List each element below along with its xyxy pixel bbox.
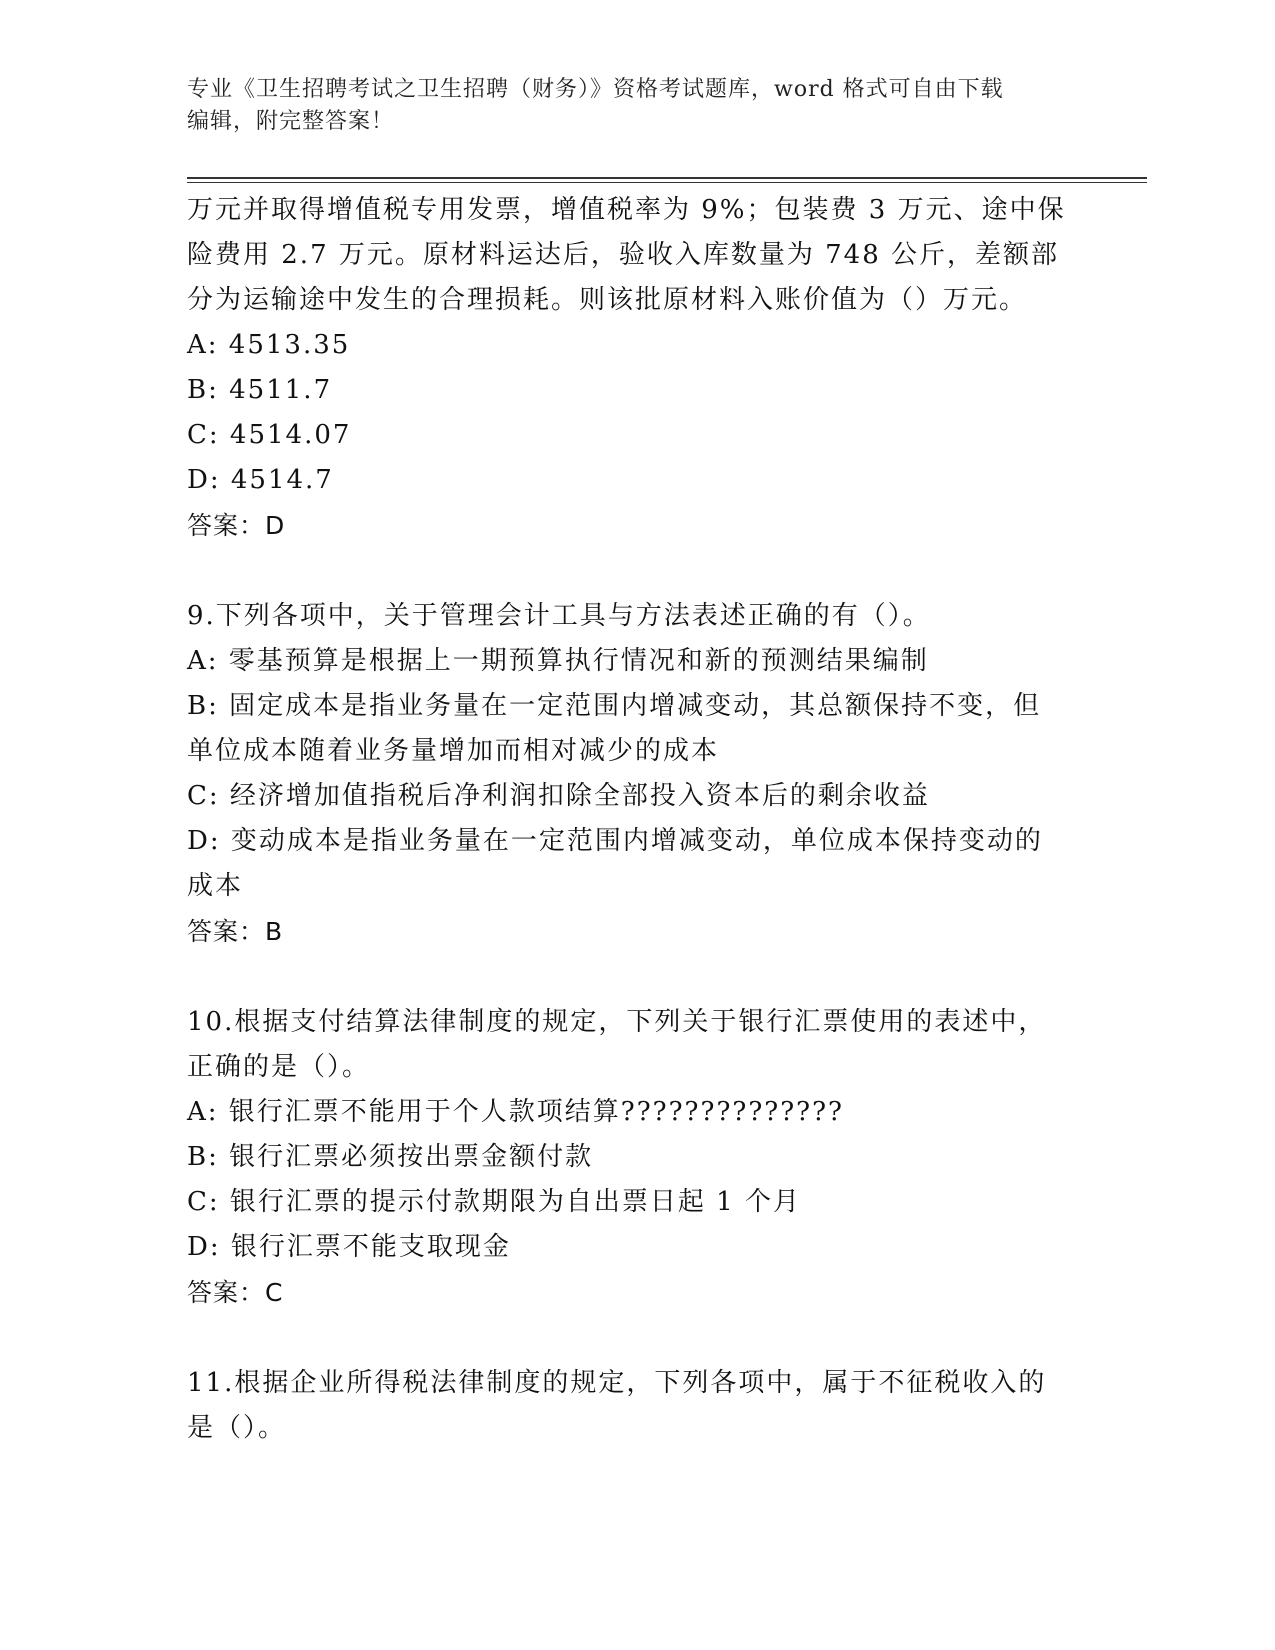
header-rule-thick [187,177,1147,179]
question-stem-line: 9.下列各项中，关于管理会计工具与方法表述正确的有（）。 [187,601,931,631]
option-b-continued: 单位成本随着业务量增加而相对减少的成本 [187,736,720,766]
answer: 答案：B [187,917,284,946]
header-rule-thin [187,182,1147,183]
spacer [187,1315,1087,1361]
option-c: C: 4514.07 [187,420,352,450]
question-8-continued [187,188,1087,548]
option-d: D: 银行汇票不能支取现金 [187,1232,511,1262]
question-stem-line: 11.根据企业所得税法律制度的规定，下列各项中，属于不征税收入的 [187,1368,1047,1398]
question-stem-line: 是（）。 [187,1413,287,1443]
spacer [187,954,1087,1000]
question-9 [187,594,1087,954]
answer: 答案：D [187,511,286,540]
question-11 [187,1361,1087,1451]
option-a: A: 零基预算是根据上一期预算执行情况和新的预测结果编制 [187,646,929,676]
option-c: C: 经济增加值指税后净利润扣除全部投入资本后的剩余收益 [187,781,930,811]
option-c: C: 银行汇票的提示付款期限为自出票日起 1 个月 [187,1187,801,1217]
question-stem-line: 10.根据支付结算法律制度的规定，下列关于银行汇票使用的表述中， [187,1007,1047,1037]
answer: 答案：C [187,1278,284,1307]
question-stem-line: 正确的是（）。 [187,1052,371,1082]
option-d-continued: 成本 [187,871,244,901]
option-b: B: 银行汇票必须按出票金额付款 [187,1142,594,1172]
document-header [187,74,1087,138]
header-line-1: 专业《卫生招聘考试之卫生招聘（财务）》资格考试题库，word 格式可自由下载 [187,77,1004,102]
header-line-2: 编辑，附完整答案！ [187,109,395,134]
option-d: D: 4514.7 [187,465,334,495]
spacer [187,548,1087,594]
option-a: A: 银行汇票不能用于个人款项结算?????????????? [187,1097,844,1127]
option-a: A: 4513.35 [187,330,351,360]
question-stem-line: 万元并取得增值税专用发票，增值税率为 9%；包装费 3 万元、途中保 [187,195,1066,225]
option-b: B: 固定成本是指业务量在一定范围内增减变动，其总额保持不变，但 [187,691,1042,721]
option-b: B: 4511.7 [187,375,333,405]
question-10 [187,1000,1087,1315]
document-body [187,188,1087,1451]
option-d: D: 变动成本是指业务量在一定范围内增减变动，单位成本保持变动的 [187,826,1043,856]
question-stem-line: 险费用 2.7 万元。原材料运达后，验收入库数量为 748 公斤，差额部 [187,240,1060,270]
question-stem-line: 分为运输途中发生的合理损耗。则该批原材料入账价值为（）万元。 [187,285,1028,315]
